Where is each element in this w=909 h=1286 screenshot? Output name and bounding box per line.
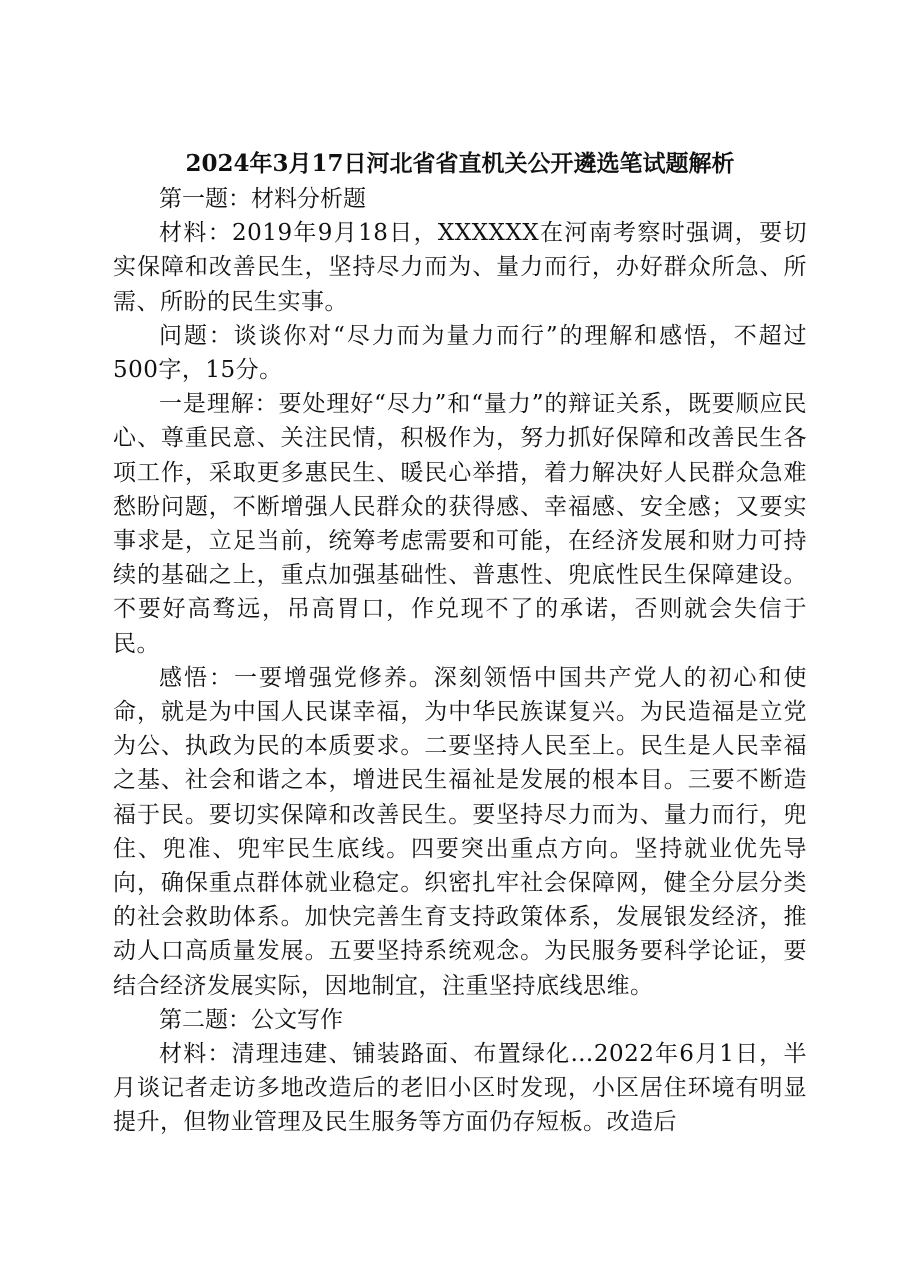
section1-question: 问题：谈谈你对“尽力而为量力而行”的理解和感悟，不超过500字，15分。 [113, 322, 807, 384]
section1-material: 材料：2019年9月18日，XXXXXX在河南考察时强调，要切实保障和改善民生，坚持尽力而为、量力而行，办好群众所急、所需、所盼的民生实事。 [113, 220, 807, 315]
section1-insight: 感悟：一要增强党修养。深刻领悟中国共产党人的初心和使命，就是为中国人民谋幸福，为中华民族谋复兴。为民造福是立党为公、执政为民的本质要求。二要坚持人民至上。民生是人民幸福之基、社会和谐之本，增进民生福祉是发展的根本目。三要不断造福于民。要切实保障和改善民生。要坚持尽力而为、量力而行，兜住、兜准、兜牢民生底线。四要突出重点方向。坚持就业优先导向，确保重点群体就业稳定。织密扎牢社会保障网，健全分层分类的社会救助体系。加快完善生育支持政策体系，发展银发经济，推动人口高质量发展。五要坚持系统观念。为民服务要科学论证，要结合经济发展实际，因地制宜，注重坚持底线思维。 [113, 664, 807, 999]
section2-heading: 第二题：公文写作 [159, 1006, 343, 1033]
section2-material: 材料：清理违建、铺装路面、布置绿化…2022年6月1日，半月谈记者走访多地改造后的老旧小区时发现，小区居住环境有明显提升，但物业管理及民生服务等方面仍存短板。改造后 [113, 1041, 807, 1136]
section1-heading: 第一题：材料分析题 [159, 186, 366, 212]
document-title: 2024年3月17日河北省省直机关公开遴选笔试题解析 [185, 150, 735, 177]
document-body [113, 146, 807, 1140]
section1-understanding: 一是理解：要处理好“尽力”和“量力”的辩证关系，既要顺应民心、尊重民意、关注民情，积极作为，努力抓好保障和改善民生各项工作，采取更多惠民生、暖民心举措，着力解决好人民群众急难愁盼问题，不断增强人民群众的获得感、幸福感、安全感；又要实事求是，立足当前，统筹考虑需要和可能，在经济发展和财力可持续的基础之上，重点加强基础性、普惠性、兜底性民生保障建设。不要好高骛远，吊高胃口，作兑现不了的承诺，否则就会失信于民。 [113, 391, 807, 657]
